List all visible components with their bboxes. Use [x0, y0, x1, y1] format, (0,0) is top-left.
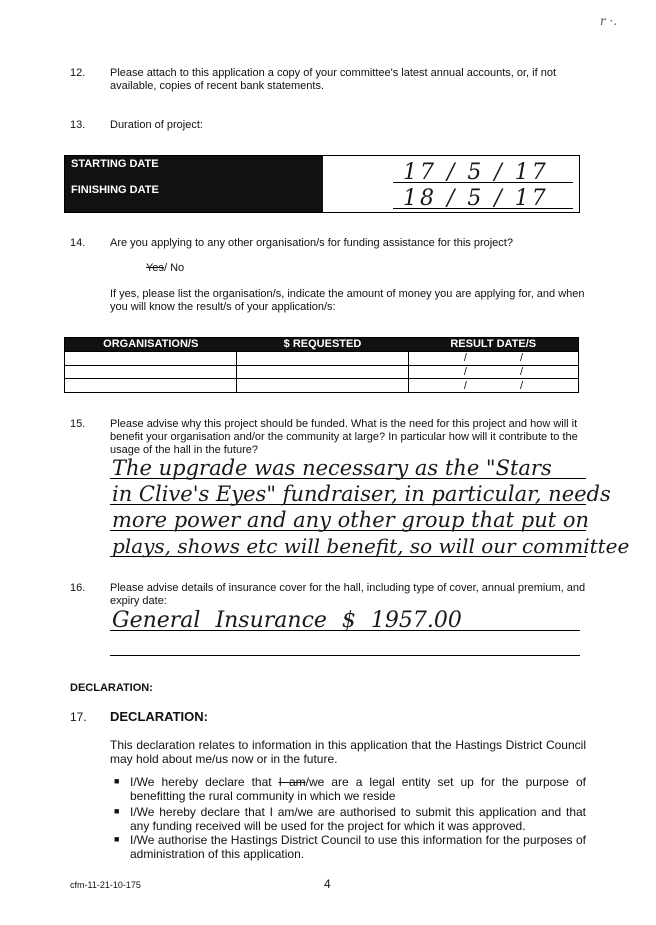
corner-marks: r ·.: [600, 14, 618, 28]
q13-number: 13.: [70, 119, 86, 131]
q12-text: Please attach to this application a copy of your committee's latest annual accounts, or, if not available, copies of recent bank statements.: [110, 67, 557, 92]
declaration-bullet-1: [130, 775, 586, 803]
table-cell[interactable]: / /: [409, 365, 579, 379]
q15-answer-line-2[interactable]: in Clive's Eyes" fundraiser, in particular, needs: [112, 482, 611, 506]
answer-no: No: [170, 262, 185, 274]
declaration-heading: DECLARATION:: [70, 682, 153, 694]
table-cell[interactable]: [237, 365, 409, 379]
funding-organisations-table: [64, 337, 579, 393]
finishing-date-label: FINISHING DATE: [71, 184, 159, 196]
starting-date-value[interactable]: 17 / 5 / 17: [403, 160, 549, 185]
project-dates-table: [64, 155, 580, 213]
bullet1-pre: I/We hereby declare that: [130, 775, 279, 789]
dates-value-column: [323, 156, 579, 212]
table-row: [65, 365, 579, 379]
bullet1-post: /we are a legal entity set up for the purpose of benefitting the rural community in which we reside: [130, 775, 586, 803]
bullet1-struck: I am: [278, 775, 306, 789]
table-cell[interactable]: [65, 365, 237, 379]
q16-answer[interactable]: General Insurance $ 1957.00: [112, 608, 462, 633]
col-header-result-date: RESULT DATE/S: [409, 338, 579, 352]
q14-followup: If yes, please list the organisation/s, indicate the amount of money you are applying for, and when you will know the result/s of your application/s:: [110, 288, 585, 313]
q14-text: Are you applying to any other organisation/s for funding assistance for this project?: [110, 237, 513, 249]
q15-answer-line-4[interactable]: plays, shows etc will benefit, so will our committee: [112, 534, 630, 558]
declaration-intro: This declaration relates to information in this application that the Hastings District Council may hold about me/us now or in the future.: [110, 738, 586, 766]
bullet-marker: ■: [114, 776, 120, 786]
table-row: [65, 379, 579, 393]
q14-answer: [146, 262, 184, 275]
q14-number: 14.: [70, 237, 86, 249]
table-cell[interactable]: [237, 379, 409, 393]
bullet-marker: ■: [114, 806, 120, 816]
q15-answer-line-3[interactable]: more power and any other group that put on: [112, 508, 590, 532]
q15-answer-line-1[interactable]: The upgrade was necessary as the "Stars: [112, 456, 552, 480]
declaration-bullet-3: I/We authorise the Hastings District Council to use this information for the purposes of administration of this application.: [130, 833, 586, 861]
q15-number: 15.: [70, 418, 86, 430]
answer-yes-struck: Yes: [146, 262, 164, 274]
answer-separator: /: [163, 262, 168, 274]
bullet-marker: ■: [114, 834, 120, 844]
q17-number: 17.: [70, 710, 87, 724]
q12-number: 12.: [70, 67, 86, 79]
table-row: [65, 351, 579, 365]
form-code: cfm-11-21-10-175: [70, 880, 141, 890]
dates-label-column: [65, 156, 323, 212]
declaration-bullet-2: I/We hereby declare that I am/we are authorised to submit this application and that any funding received will be used for the project for which it was approved.: [130, 805, 586, 833]
col-header-requested: $ REQUESTED: [237, 338, 409, 352]
table-cell[interactable]: [65, 379, 237, 393]
q15-text: Please advise why this project should be funded. What is the need for this project and how will it benefit your organisation and/or the community at large? In particular how will it contribute to the usage of the hall in the future?: [110, 418, 578, 456]
table-cell[interactable]: [237, 351, 409, 365]
col-header-organisations: ORGANISATION/S: [65, 338, 237, 352]
q16-number: 16.: [70, 582, 86, 594]
declaration-subheading: DECLARATION:: [110, 709, 208, 724]
table-cell[interactable]: [65, 351, 237, 365]
q13-text: Duration of project:: [110, 119, 203, 131]
finishing-date-value[interactable]: 18 / 5 / 17: [403, 186, 549, 211]
starting-date-label: STARTING DATE: [71, 158, 159, 170]
q16-text: Please advise details of insurance cover for the hall, including type of cover, annual premium, and expiry date:: [110, 582, 586, 607]
table-cell[interactable]: / /: [409, 351, 579, 365]
page-number: 4: [324, 877, 331, 891]
table-cell[interactable]: / /: [409, 379, 579, 393]
